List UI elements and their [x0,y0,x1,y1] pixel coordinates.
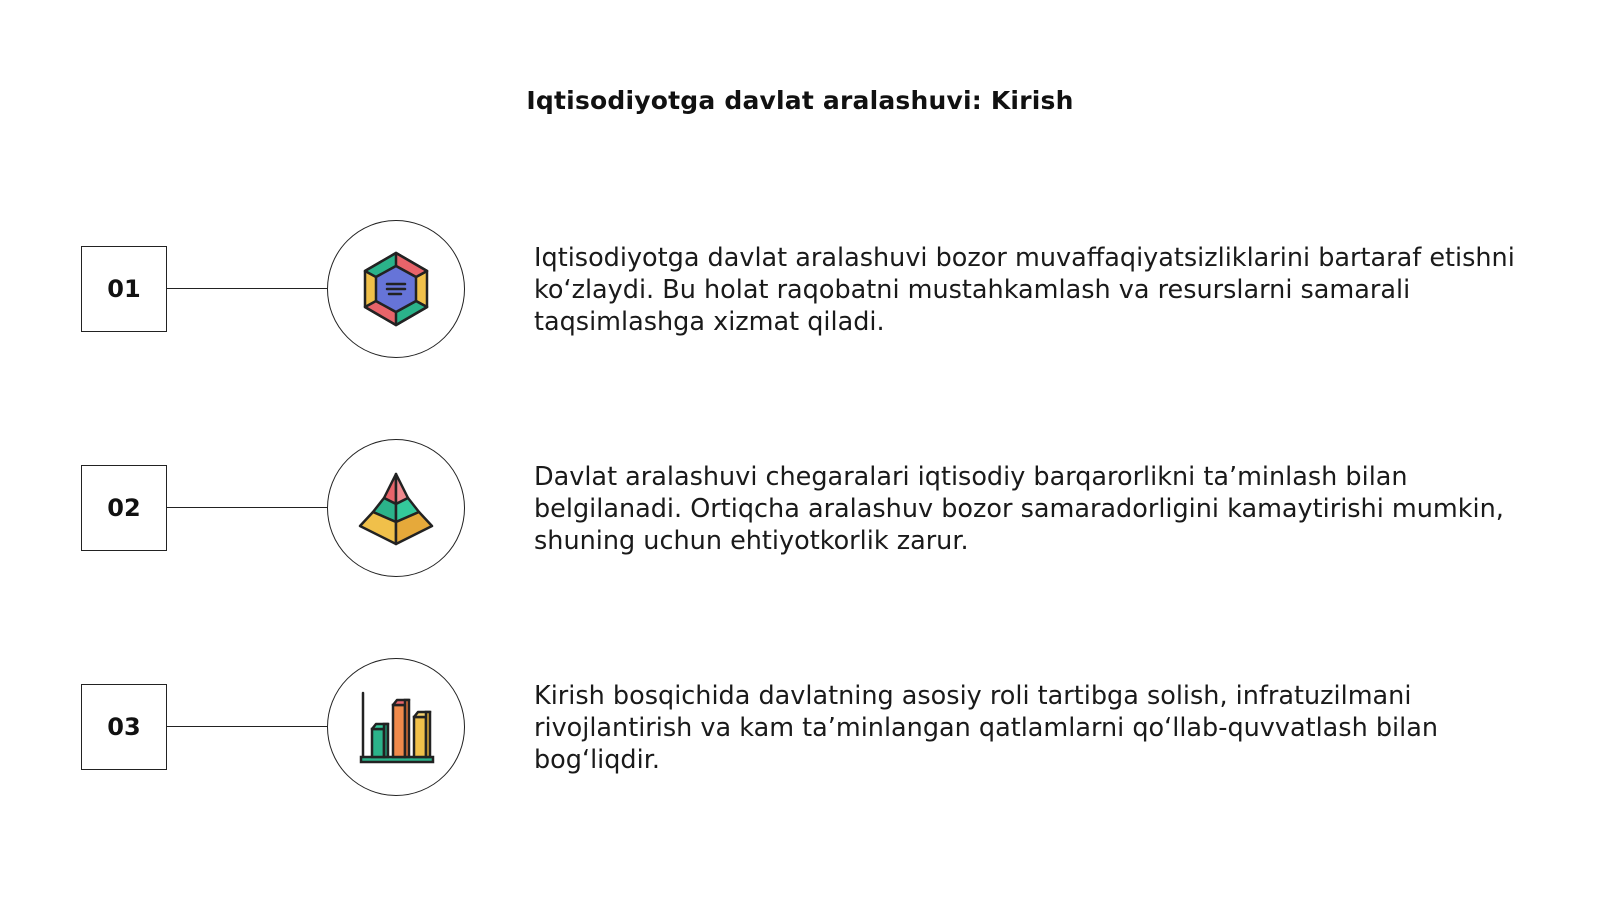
step-icon-circle [327,439,465,577]
step-number-box: 03 [81,684,167,770]
connector-line [167,507,327,508]
pyramid-icon [356,468,436,548]
list-item [0,439,1600,579]
page-title-text: Iqtisodiyotga davlat aralashuvi: Kirish [526,86,1074,115]
hexagon-document-icon [356,249,436,329]
list-item [0,220,1600,360]
step-number-box: 02 [81,465,167,551]
step-description: Kirish bosqichida davlatning asosiy roli tartibga solish, infratuzilmani rivojlantirish va kam ta’minlangan qatlamlarni qo‘llab-quvvatlash bilan bog‘liqdir. [534,681,1439,775]
bar-chart-icon [356,687,436,767]
step-icon-circle [327,658,465,796]
list-item [0,658,1600,798]
page-title [0,86,1600,115]
step-description: Davlat aralashuvi chegaralari iqtisodiy barqarorlikni ta’minlash bilan belgilanadi. Ortiqcha aralashuv bozor samaradorligini kamaytirishi mumkin, shuning uchun ehtiyotkorlik zarur. [534,462,1504,556]
connector-line [167,288,327,289]
connector-line [167,726,327,727]
step-description: Iqtisodiyotga davlat aralashuvi bozor muvaffaqiyatsizliklarini bartaraf etishni ko‘zlaydi. Bu holat raqobatni mustahkamlash va resurslarni samarali taqsimlashga xizmat qiladi. [534,243,1515,337]
step-icon-circle [327,220,465,358]
step-number-box: 01 [81,246,167,332]
